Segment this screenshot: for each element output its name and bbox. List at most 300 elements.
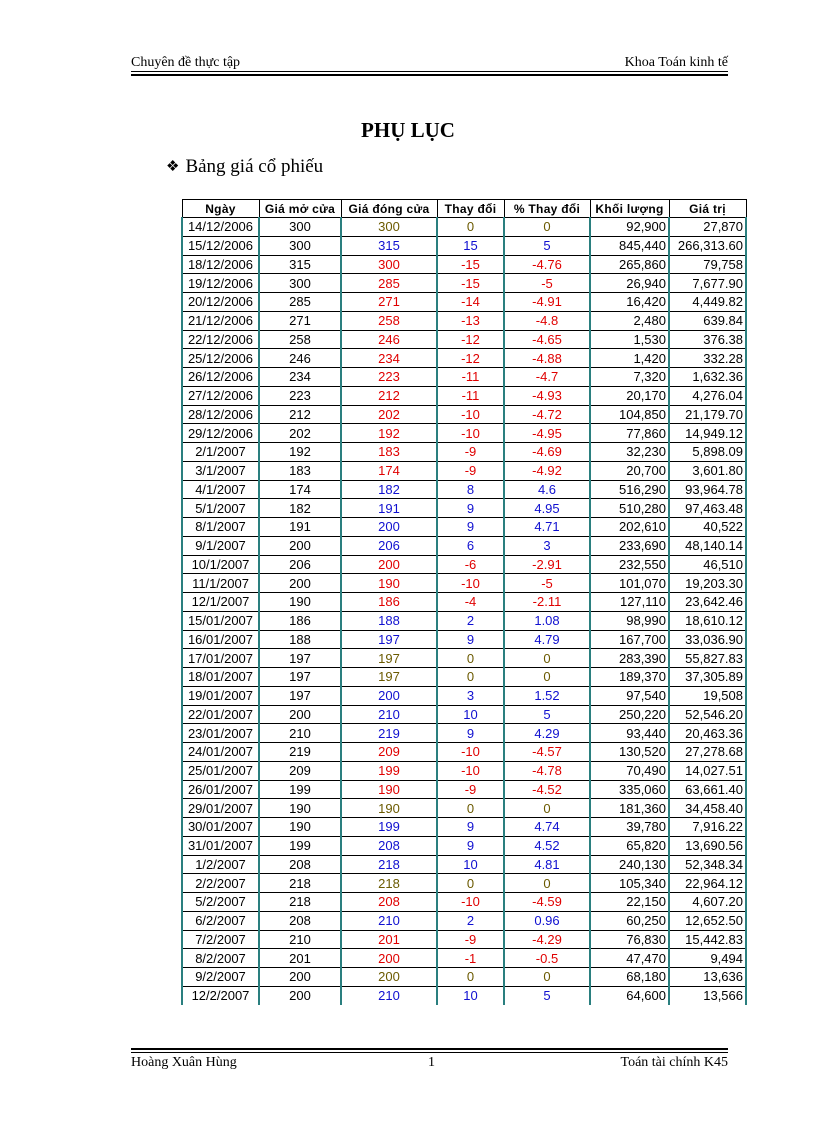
- cell-pct-change: -4.65: [504, 330, 590, 349]
- cell-pct-change: -0.5: [504, 949, 590, 968]
- cell-value: 52,348.34: [669, 855, 746, 874]
- cell-open: 202: [259, 424, 341, 443]
- table-row: [182, 293, 746, 312]
- cell-change: 10: [437, 986, 504, 1004]
- cell-volume: 240,130: [590, 855, 669, 874]
- table-row: [182, 255, 746, 274]
- table-row: [182, 611, 746, 630]
- cell-change: 0: [437, 668, 504, 687]
- cell-change: -4: [437, 593, 504, 612]
- cell-open: 182: [259, 499, 341, 518]
- cell-open: 190: [259, 799, 341, 818]
- cell-close: 190: [341, 574, 437, 593]
- cell-date: 2/2/2007: [182, 874, 259, 893]
- cell-close: 271: [341, 293, 437, 312]
- table-row: [182, 668, 746, 687]
- cell-volume: 233,690: [590, 536, 669, 555]
- cell-pct-change: -4.93: [504, 386, 590, 405]
- cell-close: 200: [341, 686, 437, 705]
- cell-volume: 510,280: [590, 499, 669, 518]
- cell-open: 186: [259, 611, 341, 630]
- section-heading-text: Bảng giá cổ phiếu: [185, 156, 324, 177]
- table-row: [182, 986, 746, 1004]
- cell-change: -9: [437, 780, 504, 799]
- cell-pct-change: -5: [504, 574, 590, 593]
- cell-date: 26/01/2007: [182, 780, 259, 799]
- cell-change: 9: [437, 724, 504, 743]
- cell-date: 2/1/2007: [182, 443, 259, 462]
- cell-date: 23/01/2007: [182, 724, 259, 743]
- cell-value: 22,964.12: [669, 874, 746, 893]
- table-row: [182, 536, 746, 555]
- cell-pct-change: -4.92: [504, 461, 590, 480]
- cell-pct-change: -4.7: [504, 368, 590, 387]
- cell-close: 183: [341, 443, 437, 462]
- cell-open: 210: [259, 724, 341, 743]
- cell-close: 199: [341, 761, 437, 780]
- col-header-open: Giá mở cửa: [259, 200, 341, 218]
- cell-value: 27,870: [669, 218, 746, 237]
- cell-value: 46,510: [669, 555, 746, 574]
- cell-volume: 104,850: [590, 405, 669, 424]
- cell-open: 223: [259, 386, 341, 405]
- cell-volume: 105,340: [590, 874, 669, 893]
- cell-close: 223: [341, 368, 437, 387]
- cell-close: 218: [341, 855, 437, 874]
- cell-close: 191: [341, 499, 437, 518]
- cell-open: 200: [259, 968, 341, 987]
- cell-pct-change: -4.95: [504, 424, 590, 443]
- cell-close: 210: [341, 705, 437, 724]
- cell-open: 234: [259, 368, 341, 387]
- table-row: [182, 480, 746, 499]
- cell-date: 15/12/2006: [182, 236, 259, 255]
- cell-pct-change: 0: [504, 799, 590, 818]
- cell-change: 0: [437, 649, 504, 668]
- cell-open: 197: [259, 668, 341, 687]
- cell-value: 13,690.56: [669, 836, 746, 855]
- cell-value: 37,305.89: [669, 668, 746, 687]
- cell-value: 14,949.12: [669, 424, 746, 443]
- cell-value: 34,458.40: [669, 799, 746, 818]
- table-row: [182, 799, 746, 818]
- cell-change: 0: [437, 874, 504, 893]
- cell-value: 19,203.30: [669, 574, 746, 593]
- cell-close: 192: [341, 424, 437, 443]
- stock-price-table: [181, 199, 747, 1005]
- cell-volume: 283,390: [590, 649, 669, 668]
- cell-value: 639.84: [669, 311, 746, 330]
- cell-pct-change: 0: [504, 218, 590, 237]
- cell-volume: 26,940: [590, 274, 669, 293]
- table-row: [182, 274, 746, 293]
- cell-pct-change: 5: [504, 986, 590, 1004]
- cell-value: 7,677.90: [669, 274, 746, 293]
- table-row: [182, 461, 746, 480]
- cell-date: 15/01/2007: [182, 611, 259, 630]
- cell-close: 200: [341, 949, 437, 968]
- cell-date: 30/01/2007: [182, 818, 259, 837]
- cell-pct-change: 5: [504, 236, 590, 255]
- cell-pct-change: 4.6: [504, 480, 590, 499]
- header-left-text: Chuyên đề thực tập: [131, 55, 241, 70]
- cell-pct-change: 4.74: [504, 818, 590, 837]
- cell-pct-change: 4.81: [504, 855, 590, 874]
- cell-pct-change: -4.57: [504, 743, 590, 762]
- cell-volume: 92,900: [590, 218, 669, 237]
- page-header: [131, 53, 728, 73]
- table-row: [182, 499, 746, 518]
- cell-pct-change: 4.79: [504, 630, 590, 649]
- cell-change: -10: [437, 893, 504, 912]
- cell-date: 4/1/2007: [182, 480, 259, 499]
- cell-pct-change: -4.76: [504, 255, 590, 274]
- cell-pct-change: -4.88: [504, 349, 590, 368]
- cell-pct-change: -2.11: [504, 593, 590, 612]
- cell-open: 209: [259, 761, 341, 780]
- cell-close: 234: [341, 349, 437, 368]
- cell-volume: 127,110: [590, 593, 669, 612]
- table-row: [182, 518, 746, 537]
- cell-volume: 232,550: [590, 555, 669, 574]
- cell-close: 300: [341, 218, 437, 237]
- cell-value: 63,661.40: [669, 780, 746, 799]
- cell-close: 201: [341, 930, 437, 949]
- cell-value: 48,140.14: [669, 536, 746, 555]
- cell-open: 201: [259, 949, 341, 968]
- cell-value: 97,463.48: [669, 499, 746, 518]
- cell-pct-change: -4.29: [504, 930, 590, 949]
- table-body: [182, 218, 746, 1005]
- cell-date: 18/12/2006: [182, 255, 259, 274]
- cell-volume: 202,610: [590, 518, 669, 537]
- cell-change: -9: [437, 443, 504, 462]
- cell-volume: 93,440: [590, 724, 669, 743]
- cell-close: 218: [341, 874, 437, 893]
- cell-open: 246: [259, 349, 341, 368]
- cell-change: 0: [437, 799, 504, 818]
- cell-change: 9: [437, 499, 504, 518]
- cell-date: 20/12/2006: [182, 293, 259, 312]
- cell-pct-change: 4.52: [504, 836, 590, 855]
- cell-open: 300: [259, 274, 341, 293]
- cell-pct-change: 4.71: [504, 518, 590, 537]
- cell-pct-change: -4.52: [504, 780, 590, 799]
- cell-close: 300: [341, 255, 437, 274]
- cell-change: 10: [437, 705, 504, 724]
- cell-value: 40,522: [669, 518, 746, 537]
- header-rule-thin: [131, 71, 728, 72]
- cell-date: 18/01/2007: [182, 668, 259, 687]
- table-row: [182, 949, 746, 968]
- cell-date: 3/1/2007: [182, 461, 259, 480]
- page-footer: [131, 1054, 728, 1074]
- cell-change: -9: [437, 930, 504, 949]
- table-row: [182, 218, 746, 237]
- cell-value: 5,898.09: [669, 443, 746, 462]
- cell-date: 25/01/2007: [182, 761, 259, 780]
- cell-open: 174: [259, 480, 341, 499]
- cell-volume: 1,420: [590, 349, 669, 368]
- cell-close: 197: [341, 668, 437, 687]
- table-row: [182, 724, 746, 743]
- cell-volume: 189,370: [590, 668, 669, 687]
- cell-change: 8: [437, 480, 504, 499]
- cell-open: 200: [259, 536, 341, 555]
- cell-date: 12/1/2007: [182, 593, 259, 612]
- table-row: [182, 236, 746, 255]
- cell-close: 199: [341, 818, 437, 837]
- cell-open: 285: [259, 293, 341, 312]
- cell-volume: 39,780: [590, 818, 669, 837]
- cell-volume: 98,990: [590, 611, 669, 630]
- cell-volume: 64,600: [590, 986, 669, 1004]
- cell-change: -1: [437, 949, 504, 968]
- cell-value: 9,494: [669, 949, 746, 968]
- cell-close: 206: [341, 536, 437, 555]
- table-row: [182, 593, 746, 612]
- cell-date: 8/2/2007: [182, 949, 259, 968]
- cell-open: 199: [259, 836, 341, 855]
- cell-date: 6/2/2007: [182, 911, 259, 930]
- cell-value: 93,964.78: [669, 480, 746, 499]
- cell-volume: 47,470: [590, 949, 669, 968]
- cell-volume: 97,540: [590, 686, 669, 705]
- cell-change: 9: [437, 818, 504, 837]
- cell-pct-change: 4.29: [504, 724, 590, 743]
- table-row: [182, 818, 746, 837]
- col-header-value: Giá trị: [669, 200, 746, 218]
- cell-value: 7,916.22: [669, 818, 746, 837]
- footer-rule-thick: [131, 1048, 728, 1050]
- cell-change: -12: [437, 349, 504, 368]
- cell-close: 246: [341, 330, 437, 349]
- cell-open: 208: [259, 911, 341, 930]
- footer-author: Hoàng Xuân Hùng: [131, 1055, 237, 1070]
- table-row: [182, 780, 746, 799]
- cell-close: 182: [341, 480, 437, 499]
- cell-date: 21/12/2006: [182, 311, 259, 330]
- cell-open: 183: [259, 461, 341, 480]
- col-header-close: Giá đóng cửa: [341, 200, 437, 218]
- cell-close: 190: [341, 780, 437, 799]
- cell-change: -6: [437, 555, 504, 574]
- table-row: [182, 574, 746, 593]
- cell-change: -12: [437, 330, 504, 349]
- cell-volume: 130,520: [590, 743, 669, 762]
- cell-open: 258: [259, 330, 341, 349]
- cell-value: 21,179.70: [669, 405, 746, 424]
- cell-value: 4,449.82: [669, 293, 746, 312]
- table-row: [182, 368, 746, 387]
- cell-date: 7/2/2007: [182, 930, 259, 949]
- table-row: [182, 349, 746, 368]
- cell-change: 10: [437, 855, 504, 874]
- cell-close: 197: [341, 630, 437, 649]
- cell-value: 20,463.36: [669, 724, 746, 743]
- cell-change: -10: [437, 405, 504, 424]
- cell-date: 1/2/2007: [182, 855, 259, 874]
- cell-change: -9: [437, 461, 504, 480]
- cell-open: 192: [259, 443, 341, 462]
- cell-change: -10: [437, 574, 504, 593]
- table-row: [182, 405, 746, 424]
- cell-volume: 167,700: [590, 630, 669, 649]
- cell-change: 0: [437, 968, 504, 987]
- cell-value: 23,642.46: [669, 593, 746, 612]
- cell-open: 197: [259, 649, 341, 668]
- table-row: [182, 705, 746, 724]
- cell-value: 266,313.60: [669, 236, 746, 255]
- cell-pct-change: 1.08: [504, 611, 590, 630]
- cell-volume: 60,250: [590, 911, 669, 930]
- cell-close: 197: [341, 649, 437, 668]
- cell-date: 27/12/2006: [182, 386, 259, 405]
- table-row: [182, 649, 746, 668]
- cell-open: 300: [259, 236, 341, 255]
- cell-date: 5/1/2007: [182, 499, 259, 518]
- cell-pct-change: 0: [504, 968, 590, 987]
- cell-value: 13,636: [669, 968, 746, 987]
- cell-value: 14,027.51: [669, 761, 746, 780]
- cell-open: 208: [259, 855, 341, 874]
- col-header-date: Ngày: [182, 200, 259, 218]
- cell-change: 15: [437, 236, 504, 255]
- col-header-volume: Khối lượng: [590, 200, 669, 218]
- cell-close: 202: [341, 405, 437, 424]
- cell-date: 26/12/2006: [182, 368, 259, 387]
- cell-close: 200: [341, 968, 437, 987]
- cell-close: 188: [341, 611, 437, 630]
- cell-open: 190: [259, 593, 341, 612]
- page-number: 1: [428, 1055, 435, 1070]
- table-row: [182, 311, 746, 330]
- cell-change: -15: [437, 255, 504, 274]
- cell-change: -10: [437, 424, 504, 443]
- cell-volume: 70,490: [590, 761, 669, 780]
- header-rule-thick: [131, 74, 728, 76]
- table-row: [182, 968, 746, 987]
- table-row: [182, 686, 746, 705]
- cell-pct-change: 0.96: [504, 911, 590, 930]
- cell-date: 22/12/2006: [182, 330, 259, 349]
- cell-date: 29/12/2006: [182, 424, 259, 443]
- cell-volume: 77,860: [590, 424, 669, 443]
- footer-right-text: Toán tài chính K45: [620, 1055, 728, 1070]
- cell-value: 15,442.83: [669, 930, 746, 949]
- cell-pct-change: 1.52: [504, 686, 590, 705]
- table-row: [182, 761, 746, 780]
- table-row: [182, 911, 746, 930]
- cell-pct-change: -5: [504, 274, 590, 293]
- cell-pct-change: 4.95: [504, 499, 590, 518]
- cell-change: 9: [437, 518, 504, 537]
- cell-open: 212: [259, 405, 341, 424]
- cell-date: 9/1/2007: [182, 536, 259, 555]
- cell-open: 206: [259, 555, 341, 574]
- cell-value: 27,278.68: [669, 743, 746, 762]
- cell-change: -10: [437, 743, 504, 762]
- table-row: [182, 893, 746, 912]
- cell-close: 209: [341, 743, 437, 762]
- cell-volume: 65,820: [590, 836, 669, 855]
- cell-value: 4,276.04: [669, 386, 746, 405]
- cell-volume: 516,290: [590, 480, 669, 499]
- cell-open: 219: [259, 743, 341, 762]
- table-row: [182, 743, 746, 762]
- cell-pct-change: -4.8: [504, 311, 590, 330]
- col-header-change: Thay đổi: [437, 200, 504, 218]
- cell-close: 186: [341, 593, 437, 612]
- cell-date: 28/12/2006: [182, 405, 259, 424]
- cell-date: 10/1/2007: [182, 555, 259, 574]
- cell-volume: 68,180: [590, 968, 669, 987]
- cell-value: 12,652.50: [669, 911, 746, 930]
- cell-change: -11: [437, 386, 504, 405]
- table-row: [182, 386, 746, 405]
- cell-pct-change: 0: [504, 649, 590, 668]
- cell-change: 2: [437, 911, 504, 930]
- cell-value: 33,036.90: [669, 630, 746, 649]
- cell-pct-change: -2.91: [504, 555, 590, 574]
- cell-date: 16/01/2007: [182, 630, 259, 649]
- cell-close: 285: [341, 274, 437, 293]
- cell-volume: 20,700: [590, 461, 669, 480]
- cell-open: 210: [259, 930, 341, 949]
- cell-value: 19,508: [669, 686, 746, 705]
- cell-change: -11: [437, 368, 504, 387]
- cell-pct-change: -4.91: [504, 293, 590, 312]
- table-row: [182, 424, 746, 443]
- cell-date: 9/2/2007: [182, 968, 259, 987]
- cell-date: 12/2/2007: [182, 986, 259, 1004]
- table-row: [182, 555, 746, 574]
- cell-volume: 22,150: [590, 893, 669, 912]
- table-row: [182, 630, 746, 649]
- cell-date: 19/12/2006: [182, 274, 259, 293]
- cell-close: 200: [341, 555, 437, 574]
- cell-close: 208: [341, 893, 437, 912]
- cell-open: 197: [259, 686, 341, 705]
- cell-volume: 20,170: [590, 386, 669, 405]
- cell-close: 190: [341, 799, 437, 818]
- diamond-bullet-icon: ❖: [166, 159, 180, 175]
- cell-value: 3,601.80: [669, 461, 746, 480]
- cell-pct-change: -4.59: [504, 893, 590, 912]
- cell-open: 188: [259, 630, 341, 649]
- cell-open: 190: [259, 818, 341, 837]
- cell-date: 29/01/2007: [182, 799, 259, 818]
- cell-value: 79,758: [669, 255, 746, 274]
- table-row: [182, 930, 746, 949]
- footer-rule-thin: [131, 1052, 728, 1053]
- cell-change: 9: [437, 836, 504, 855]
- cell-close: 174: [341, 461, 437, 480]
- cell-open: 199: [259, 780, 341, 799]
- col-header-pct-change: % Thay đổi: [504, 200, 590, 218]
- cell-volume: 1,530: [590, 330, 669, 349]
- cell-open: 315: [259, 255, 341, 274]
- table-row: [182, 836, 746, 855]
- table-row: [182, 855, 746, 874]
- cell-change: 0: [437, 218, 504, 237]
- table-row: [182, 443, 746, 462]
- cell-value: 13,566: [669, 986, 746, 1004]
- cell-volume: 250,220: [590, 705, 669, 724]
- cell-close: 208: [341, 836, 437, 855]
- cell-volume: 335,060: [590, 780, 669, 799]
- cell-pct-change: 5: [504, 705, 590, 724]
